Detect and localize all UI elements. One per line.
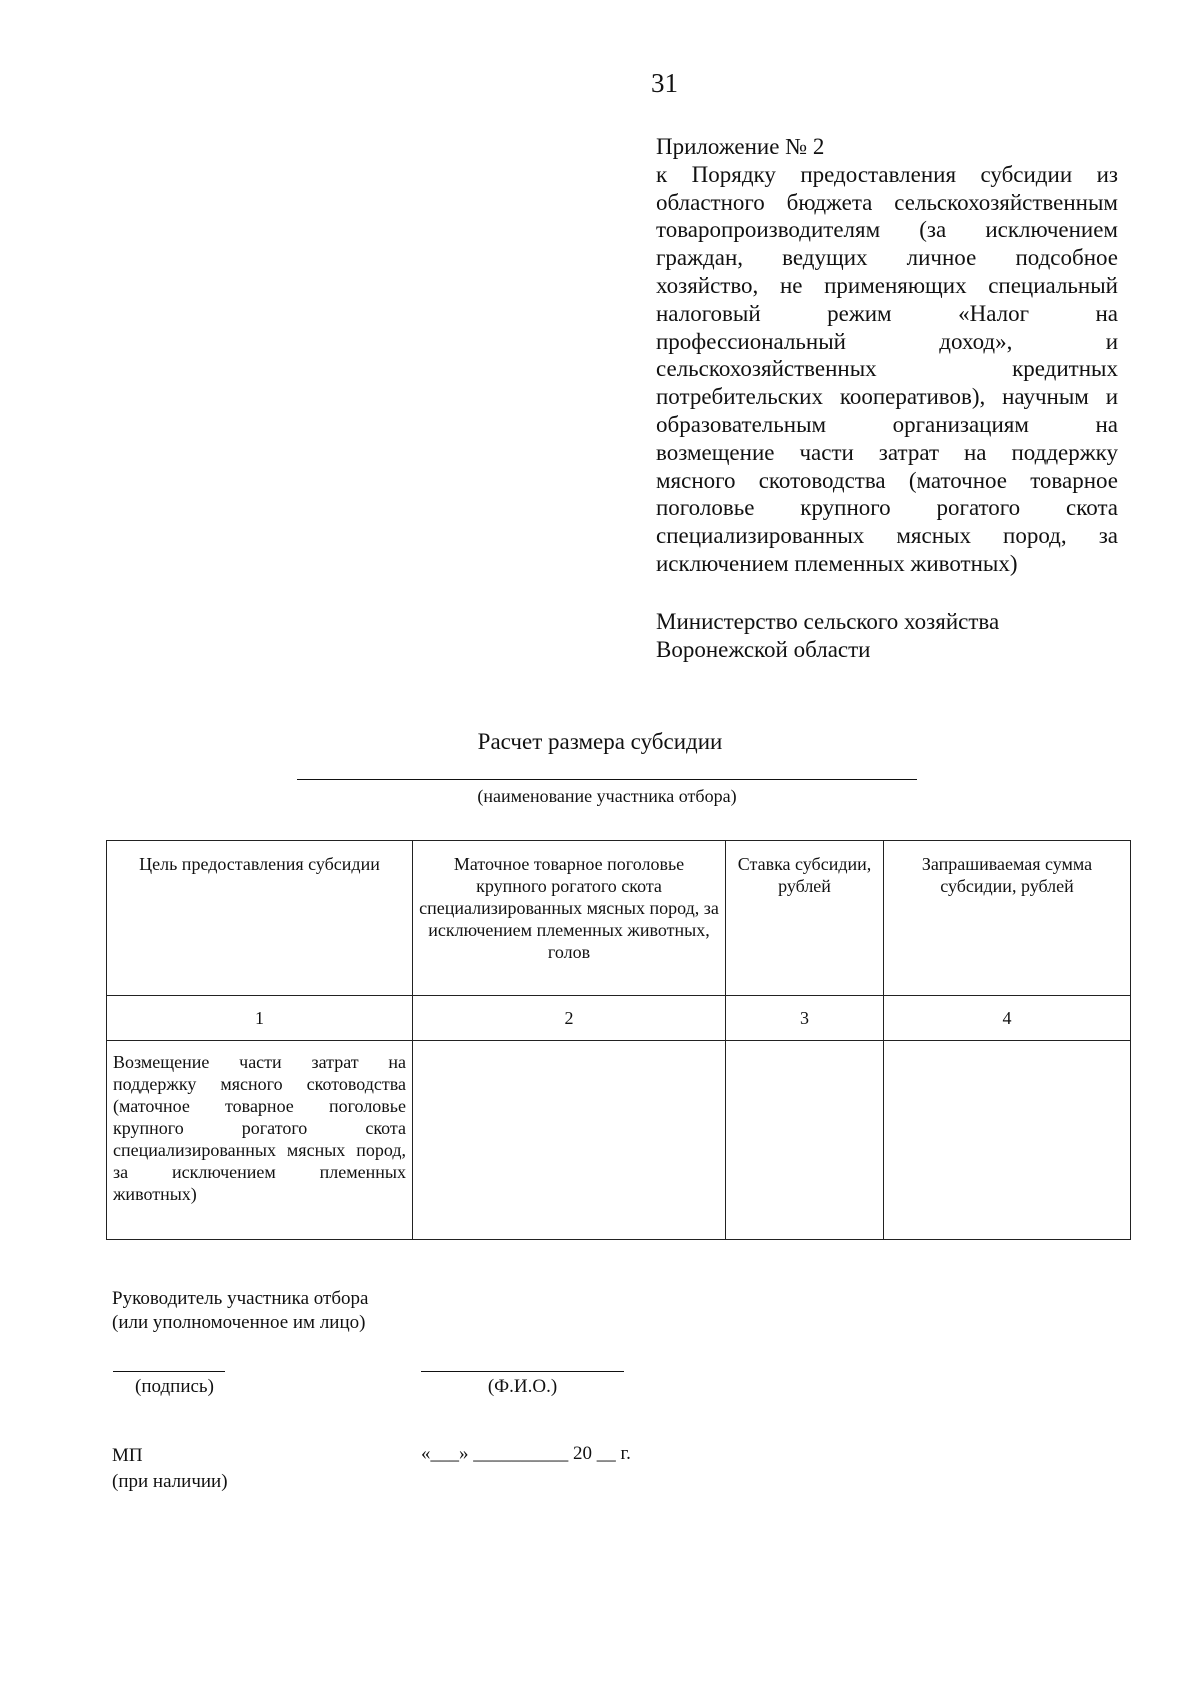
stamp-label: МП — [112, 1445, 143, 1466]
signature-line — [113, 1371, 225, 1372]
header-amount: Запрашиваемая сумма субсидии, рублей — [884, 841, 1131, 996]
appendix-block — [656, 133, 1118, 578]
subsidy-table — [106, 840, 1131, 1240]
signatory-block — [112, 1287, 368, 1335]
column-number: 2 — [413, 996, 726, 1041]
ministry-line-2: Воронежской области — [656, 637, 871, 662]
calculation-title: Расчет размера субсидии — [477, 729, 723, 754]
fio-line — [421, 1371, 624, 1372]
participant-name-line — [297, 779, 917, 780]
header-rate: Ставка субсидии, рублей — [726, 841, 884, 996]
page-number: 31 — [651, 68, 678, 98]
column-number: 4 — [884, 996, 1131, 1041]
appendix-text: к Порядку предоставления субсидии из областного бюджета сельскохозяйственным товаропроизводителям (за исключением граждан, ведущих личное подсобное хозяйство, не применяющих специальный налоговый режим «Налог на профессиональный доход», и сельскохозяйственных кредитных потребительских кооперативов), научным и образовательным организациям на возмещение части затрат на поддержку мясного скотоводства (маточное товарное поголовье крупного рогатого скота специализированных мясных пород, за исключением племенных животных) — [656, 161, 1118, 576]
table-row — [107, 1041, 1131, 1240]
appendix-title: Приложение № 2 — [656, 134, 825, 159]
ministry-block — [656, 608, 1118, 664]
table-column-numbers-row — [107, 996, 1131, 1041]
signature-caption: (подпись) — [135, 1376, 214, 1397]
cell-livestock[interactable] — [413, 1041, 726, 1240]
fio-caption: (Ф.И.О.) — [487, 1376, 558, 1397]
ministry-line-1: Министерство сельского хозяйства — [656, 609, 1000, 634]
date-line: «___» __________ 20 __ г. — [421, 1443, 631, 1464]
header-livestock: Маточное товарное поголовье крупного рогатого скота специализированных мясных пород, за исключением племенных животных, голов — [413, 841, 726, 996]
header-purpose: Цель предоставления субсидии — [107, 841, 413, 996]
participant-name-caption: (наименование участника отбора) — [477, 786, 737, 806]
cell-rate[interactable] — [726, 1041, 884, 1240]
signatory-line-1: Руководитель участника отбора — [112, 1288, 369, 1309]
table-header-row — [107, 841, 1131, 996]
stamp-block — [112, 1443, 228, 1495]
column-number: 1 — [107, 996, 413, 1041]
column-number: 3 — [726, 996, 884, 1041]
cell-amount[interactable] — [884, 1041, 1131, 1240]
signatory-line-2: (или уполномоченное им лицо) — [112, 1312, 366, 1333]
stamp-note: (при наличии) — [112, 1471, 228, 1492]
cell-purpose: Возмещение части затрат на поддержку мясного скотоводства (маточное товарное поголовье крупного рогатого скота специализированных мясных пород, за исключением племенных животных) — [107, 1041, 413, 1240]
